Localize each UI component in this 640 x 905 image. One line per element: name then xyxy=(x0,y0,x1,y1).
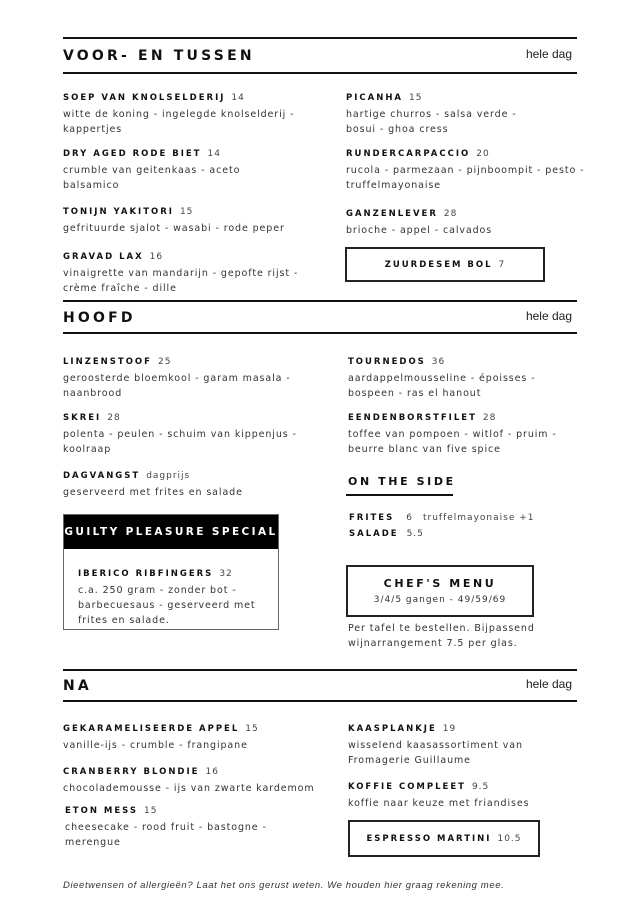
menu-item xyxy=(348,716,548,768)
item-name: ZUURDESEM BOL xyxy=(384,259,493,270)
item-price: 28 xyxy=(482,413,497,423)
item-name: SOEP VAN KNOLSELDERIJ xyxy=(63,93,226,103)
item-extra: truffelmayonaise +1 xyxy=(422,513,535,523)
item-name: TOURNEDOS xyxy=(348,357,426,367)
chef-menu-title: CHEF'S MENU xyxy=(383,577,497,590)
item-name: DAGVANGST xyxy=(63,471,141,481)
highlight-box xyxy=(345,247,545,282)
section-time: hele dag xyxy=(525,47,572,61)
item-price: 19 xyxy=(442,724,457,734)
special-box xyxy=(63,514,279,630)
item-price: 14 xyxy=(231,93,245,103)
section-time: hele dag xyxy=(525,677,572,691)
menu-item xyxy=(63,716,333,753)
section-divider xyxy=(63,72,577,74)
item-description: witte de koning - ingelegde knolselderij - kappertjes xyxy=(63,109,295,135)
special-header: GUILTY PLEASURE SPECIAL xyxy=(64,515,278,549)
item-description: vanille-ijs - crumble - frangipane xyxy=(63,740,248,751)
item-name: EENDENBORSTFILET xyxy=(348,413,477,423)
special-item xyxy=(64,549,278,628)
section-divider xyxy=(63,300,577,302)
chef-menu-subtitle: 3/4/5 gangen - 49/59/69 xyxy=(373,595,507,605)
menu-item xyxy=(63,141,293,193)
item-price: 25 xyxy=(157,357,172,367)
menu-item xyxy=(63,759,343,796)
item-name: LINZENSTOOF xyxy=(63,357,152,367)
menu-item xyxy=(65,798,290,850)
item-name: PICANHA xyxy=(346,93,404,103)
item-price: 28 xyxy=(107,413,121,423)
section-divider xyxy=(63,669,577,671)
item-description: geserveerd met frites en salade xyxy=(63,487,243,498)
item-name: ESPRESSO MARTINI xyxy=(366,833,492,844)
item-description: gefrituurde sjalot - wasabi - rode peper xyxy=(63,223,285,234)
menu-item xyxy=(346,141,596,193)
item-name: KOFFIE COMPLEET xyxy=(348,782,466,792)
menu-item xyxy=(63,349,303,401)
menu-item xyxy=(63,85,333,137)
item-price: 9.5 xyxy=(471,782,490,792)
section-title: VOOR- EN TUSSEN xyxy=(63,48,255,64)
item-description: chocolademousse - ijs van zwarte kardemom xyxy=(63,783,315,794)
item-description: aardappelmousseline - époisses - bospeen - ras el hanout xyxy=(348,373,536,399)
chef-menu-note: Per tafel te bestellen. Bijpassend wijnarrangement 7.5 per glas. xyxy=(348,623,535,649)
item-price: 15 xyxy=(179,207,194,217)
menu-item xyxy=(348,405,588,457)
highlight-box xyxy=(348,820,540,857)
item-description: brioche - appel - calvados xyxy=(346,225,493,236)
side-underline xyxy=(346,494,453,496)
item-name: IBERICO RIBFINGERS xyxy=(78,569,214,579)
item-description: wisselend kaasassortiment van Fromagerie Guillaume xyxy=(348,740,523,766)
chef-menu-box xyxy=(346,565,534,617)
side-title: ON THE SIDE xyxy=(348,475,456,488)
item-price: 10.5 xyxy=(497,833,522,844)
section-divider xyxy=(63,37,577,39)
item-price: 15 xyxy=(409,93,423,103)
item-price: 20 xyxy=(476,149,490,159)
item-name: KAASPLANKJE xyxy=(348,724,437,734)
item-price: 32 xyxy=(219,569,233,579)
item-price: 36 xyxy=(431,357,446,367)
item-description: hartige churros - salsa verde - bosui - ghoa cress xyxy=(346,109,517,135)
item-price: 15 xyxy=(144,806,158,816)
item-name: GRAVAD LAX xyxy=(63,252,144,262)
item-name: TONIJN YAKITORI xyxy=(63,207,174,217)
item-name: FRITES xyxy=(349,513,395,523)
menu-item xyxy=(348,349,578,401)
allergy-note: Dieetwensen of allergieën? Laat het ons gerust weten. We houden hier graag rekening mee. xyxy=(63,880,505,891)
item-description: vinaigrette van mandarijn - gepofte rijst - crème fraîche - dille xyxy=(63,268,299,294)
item-price: 15 xyxy=(245,724,259,734)
item-price: 16 xyxy=(205,767,219,777)
item-price: 28 xyxy=(443,209,458,219)
item-description: geroosterde bloemkool - garam masala - naanbrood xyxy=(63,373,291,399)
menu-item xyxy=(63,405,313,457)
section-divider xyxy=(63,332,577,334)
item-description: toffee van pompoen - witlof - pruim - beurre blanc van five spice xyxy=(348,429,557,455)
menu-item xyxy=(346,85,536,137)
item-name: GANZENLEVER xyxy=(346,209,438,219)
section-title: NA xyxy=(63,678,92,694)
item-name: ETON MESS xyxy=(65,806,139,816)
item-name: DRY AGED RODE BIET xyxy=(63,149,202,159)
item-price: 6 xyxy=(406,513,413,523)
item-name: RUNDERCARPACCIO xyxy=(346,149,471,159)
item-description: c.a. 250 gram - zonder bot - barbecuesaus - geserveerd met frites en salade. xyxy=(78,585,256,626)
side-item xyxy=(349,521,424,540)
item-price: 7 xyxy=(498,259,506,270)
menu-item xyxy=(63,199,333,236)
item-price: 14 xyxy=(207,149,221,159)
menu-item xyxy=(63,463,333,500)
item-name: GEKARAMELISEERDE APPEL xyxy=(63,724,240,734)
section-title: HOOFD xyxy=(63,310,136,326)
item-name: CRANBERRY BLONDIE xyxy=(63,767,200,777)
menu-item xyxy=(348,774,588,811)
item-price: dagprijs xyxy=(146,471,191,481)
item-price: 16 xyxy=(149,252,164,262)
item-description: crumble van geitenkaas - aceto balsamico xyxy=(63,165,241,191)
section-time: hele dag xyxy=(525,309,572,323)
item-description: polenta - peulen - schuim van kippenjus - koolraap xyxy=(63,429,297,455)
section-divider xyxy=(63,700,577,702)
item-description: cheesecake - rood fruit - bastogne - merengue xyxy=(65,822,267,848)
item-description: koffie naar keuze met friandises xyxy=(348,798,530,809)
item-name: SKREI xyxy=(63,413,102,423)
item-name: SALADE xyxy=(349,529,399,539)
menu-item xyxy=(346,201,616,238)
item-price: 5.5 xyxy=(406,529,424,539)
menu-item xyxy=(63,244,323,296)
item-description: rucola - parmezaan - pijnboompit - pesto - truffelmayonaise xyxy=(346,165,585,191)
